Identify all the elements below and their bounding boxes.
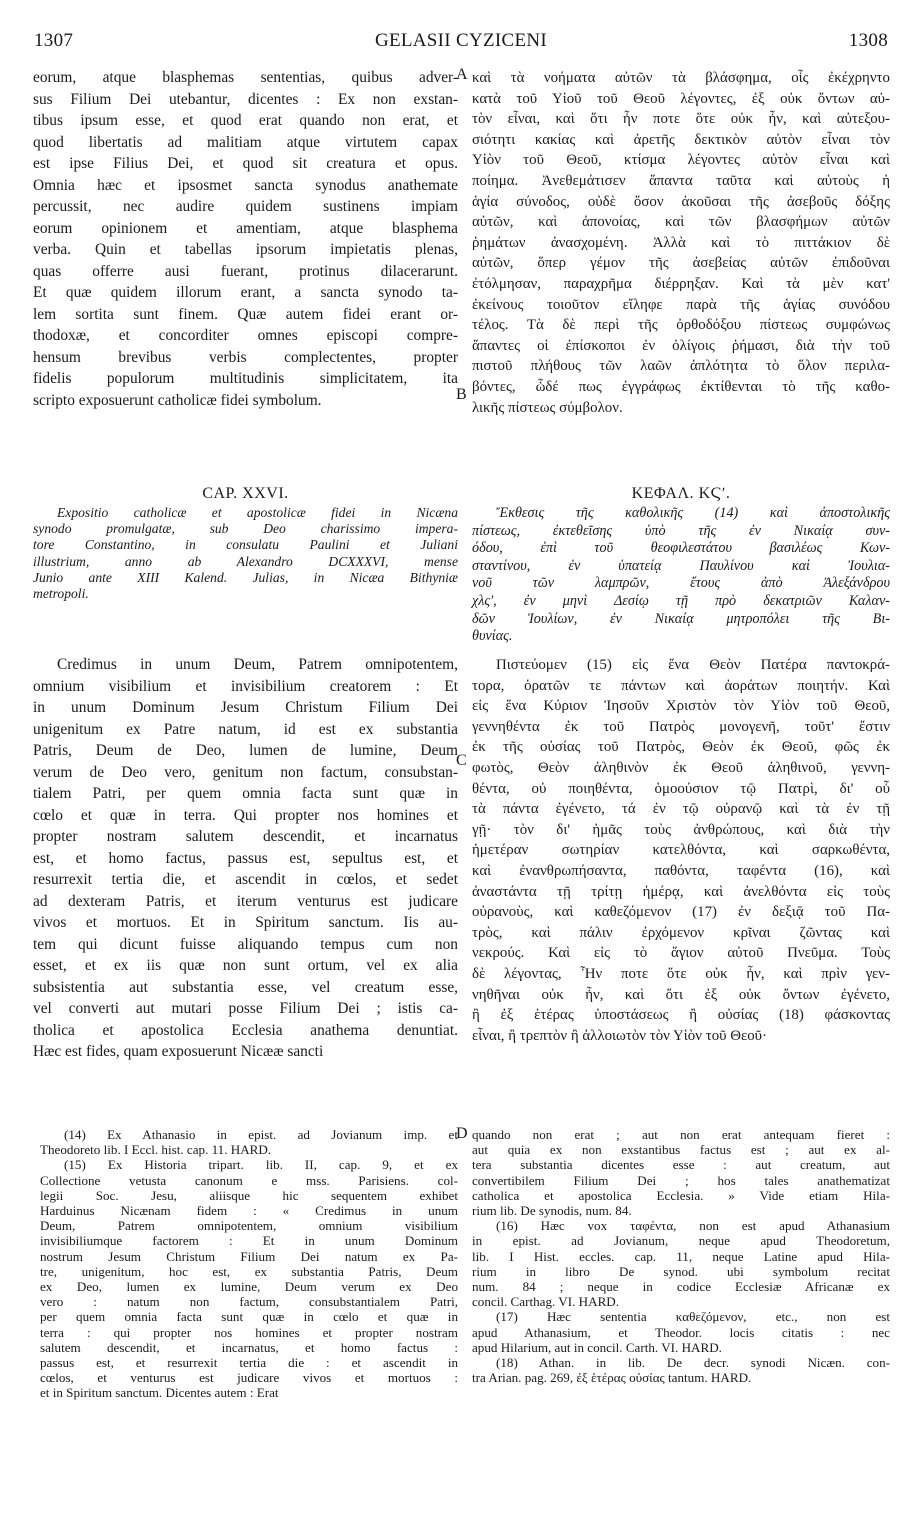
footnotes-left bbox=[40, 1127, 458, 1401]
chapter-heading-greek bbox=[472, 485, 890, 503]
text-line: σιότητι κακίας καὶ ἀρετῆς δεκτικὸν αὐτὸν εἶναι τὸν bbox=[472, 131, 890, 148]
text-line: φωτὸς, Θεὸν ἀληθινὸν ἐκ Θεοῦ ἀληθινοῦ, γεννη- bbox=[472, 759, 890, 776]
text-line: thodoxæ, et concorditer omnes episcopi compre- bbox=[33, 327, 458, 344]
text-line: fidelis populorum multitudinis simplicitatem, ita bbox=[33, 370, 458, 387]
text-line: lib. I Hist. eccles. cap. 11, neque Latine apud Hila- bbox=[472, 1248, 890, 1264]
text-line: nostrum Jesum Christum Filium Dei natum ex Pa- bbox=[40, 1248, 458, 1264]
text-line: tra Arian. pag. 269, ἐξ ἑτέρας οὐσίας tantum. HARD. bbox=[472, 1370, 752, 1386]
text-line: tore Constantino, in consulatu Paulini et Juliani bbox=[33, 537, 458, 553]
text-line: convertibilem Filium Dei ; hos tales anathematizat bbox=[472, 1172, 890, 1188]
text-line: ἐκείνους τοιοῦτον εἴληφε παρὰ τῆς ἁγίας συνόδου bbox=[472, 296, 890, 313]
marker-b: B bbox=[456, 386, 467, 403]
text-line: in epist. ad Jovianum, neque apud Theodoretum, bbox=[472, 1233, 890, 1249]
text-line: quando non erat ; aut non erat antequam fieret : bbox=[472, 1127, 890, 1142]
text-line: δὲ λέγοντας, Ἦν ποτε ὅτε οὐκ ἦν, καὶ πρὶν γεν- bbox=[472, 965, 890, 982]
text-line: όδου, ἐπὶ τοῦ θεοφιλεστάτου βασιλέως Κων- bbox=[472, 540, 890, 557]
text-line: Et quæ quidem illorum erant, a sancta synodo ta- bbox=[33, 284, 458, 301]
text-line: metropoli. bbox=[33, 586, 89, 602]
text-line: lem sortita sunt finem. Quæ autem fidei erant or- bbox=[33, 305, 458, 323]
text-line: Patris, Deum de Deo, lumen de lumine, Deum bbox=[33, 742, 458, 759]
text-line: propter nostram salutem descendit, et incarnatus bbox=[33, 828, 458, 845]
page-number-left: 1307 bbox=[34, 30, 74, 51]
text-line: verum de Deo vero, genitum non factum, consubstan- bbox=[33, 763, 458, 781]
text-line: Junio ante XIII Kalend. Julias, in Nicæa Bithyniæ bbox=[33, 569, 458, 585]
page-number-right: 1308 bbox=[848, 30, 888, 51]
text-line: cœlo et quæ in terra. Qui propter nos homines et bbox=[33, 806, 458, 824]
text-line: passus est, et resurrexit tertia die : et ascendit in bbox=[40, 1355, 458, 1371]
marker-c: C bbox=[456, 752, 467, 769]
text-line: ἅπαντες οἱ ἐπίσκοποι ἐν ὀλίγοις ῥήμασι, διὰ τὴν τοῦ bbox=[472, 337, 890, 354]
text-line: cœlos, et venturus est judicare vivos et mortuos : bbox=[40, 1370, 458, 1386]
text-line: unigenitum ex Patre natum, id est ex substantia bbox=[33, 720, 458, 738]
text-line: αὐτῶν, καὶ ἀπονοίας, καὶ τῶν βλασφήμων αὐτῶν bbox=[472, 214, 890, 231]
text-line: Hæc est fides, quam exposuerunt Nicææ sancti bbox=[33, 1043, 324, 1060]
text-line: ῥημάτων ἀνασχομένη. Ἀλλὰ καὶ τὸ πιττάκιον δὲ bbox=[472, 234, 890, 251]
text-line: est ipse Filius Dei, et quod sit creatura et opus. bbox=[33, 155, 458, 172]
text-line: Harduinus Nicænam fidem : « Credimus in unum bbox=[40, 1203, 458, 1219]
text-line: αὐτῶν, ὅπερ γέμον τῆς ἀσεβείας αὐτῶν ἐπιδοῦναι bbox=[472, 255, 890, 272]
greek-chapter-title bbox=[472, 505, 890, 646]
text-line: σταντίνου, ἐν ὑπατείᾳ Παυλίνου καὶ Ἰουλια- bbox=[472, 557, 890, 574]
text-line: χλςʹ, ἐν μηνὶ Δεσίῳ τῇ πρὸ δεκατριῶν Καλαν- bbox=[472, 592, 890, 609]
text-line: ἢ ἐξ ἑτέρας ὑποστάσεως ἢ οὐσίας (18) φάσκοντας bbox=[472, 1007, 890, 1024]
text-line: (18) Athan. in lib. De decr. synodi Nicæn. con- bbox=[496, 1355, 890, 1371]
text-line: θυνίας. bbox=[472, 628, 513, 645]
text-line: terra : qui propter nos homines et propter nostram bbox=[40, 1324, 458, 1340]
text-line: synodo promulgatæ, sub Deo charissimo impera- bbox=[33, 521, 458, 537]
text-line: γῇ· τὸν δι' ἡμᾶς τοὺς ἀνθρώπους, καὶ διὰ τὴν bbox=[472, 821, 890, 838]
text-line: ex Deo, lumen ex lumine, Deum verum ex Deo bbox=[40, 1279, 458, 1295]
text-line: tera substantia dicentes esse : aut creatum, aut bbox=[472, 1157, 890, 1173]
text-line: quod libertatis ad malitiam atque virtutem capax bbox=[33, 133, 458, 151]
text-line: τέλος. Τὰ δὲ περὶ τῆς ὀρθοδόξου πίστεως συμφώνως bbox=[472, 317, 890, 334]
text-line: τὸν εἶναι, καὶ ὅτι ἦν ποτε ὅτε οὐκ ἦν, καὶ αὐτεξου- bbox=[472, 111, 890, 128]
text-line: ἐτόλμησαν, παραχρῆμα διέρρηξαν. Καὶ τὰ μὲν κατ' bbox=[472, 275, 890, 292]
text-line: apud Athanasium, et Theodor. locis citatis : nec bbox=[472, 1324, 890, 1340]
text-line: aut quia ex non exstantibus factus est ; aut ex al- bbox=[472, 1142, 890, 1158]
text-line: vel converti aut mutari posse Filium Dei ; istis ca- bbox=[33, 1000, 458, 1017]
text-line: βόντες, ὧδέ πως ἐγγράφως ἐκτίθενται τὸ τῆς καθο- bbox=[472, 378, 890, 395]
text-line: (14) Ex Athanasio in epist. ad Jovianum imp. et bbox=[64, 1127, 458, 1142]
chapter-heading-latin-text: CAP. XXVI. bbox=[202, 485, 289, 502]
text-line: catholica et apostolica Ecclesia. » Vide etiam Hila- bbox=[472, 1187, 890, 1203]
text-line: in unum Dominum Jesum Christum Filium Dei bbox=[33, 699, 458, 716]
text-line: τρὸς, καὶ πάλιν ἐρχόμενον κρῖναι ζῶντας καὶ bbox=[472, 924, 890, 941]
running-title: GELASII CYZICENI bbox=[374, 30, 548, 51]
text-line: Ἔκθεσις τῆς καθολικῆς (14) καὶ ἀποστολικῆς bbox=[496, 505, 890, 521]
chapter-heading-latin bbox=[33, 485, 458, 503]
chapter-heading-greek-text: ΚΕΦΑΛ. ΚϚʹ. bbox=[631, 485, 731, 502]
text-line: num. 84 ; neque in codice Ecclesiæ Africanæ ex bbox=[472, 1279, 890, 1295]
text-line: εἶναι, ἢ τρεπτὸν ἢ ἀλλοιωτὸν τὸν Υἱὸν τοῦ Θεοῦ· bbox=[472, 1027, 768, 1044]
text-line: ἀναστάντα τῇ τρίτῃ ἡμέρᾳ, καὶ ἀνελθόντα εἰς τοὺς bbox=[472, 883, 890, 900]
text-line: Expositio catholicæ et apostolicæ fidei in Nicæna bbox=[57, 505, 458, 520]
text-line: verba. Quin et tabellas ipsorum impietatis plenas, bbox=[33, 241, 458, 258]
text-line: νοῦ τῶν λαμπρῶν, ἔτους ἀπὸ Ἀλεξάνδρου bbox=[472, 575, 890, 592]
text-line: τορα, ὁρατῶν τε πάντων καὶ ἀοράτων ποιητήν. Καὶ bbox=[472, 677, 890, 694]
marker-a: A bbox=[456, 66, 468, 83]
marker-d: D bbox=[456, 1125, 468, 1142]
text-line: quas offerre ausi fuerant, protinus dilacerarunt. bbox=[33, 262, 458, 280]
text-line: κατὰ τοῦ Υἱοῦ τοῦ Θεοῦ λέγοντες, ἐξ οὐκ ὄντων αὐ- bbox=[472, 90, 890, 107]
text-line: rium in libro De synod. ubi symbolum recitat bbox=[472, 1263, 890, 1279]
text-line: Credimus in unum Deum, Patrem omnipotentem, bbox=[57, 656, 458, 673]
latin-chapter-title bbox=[33, 505, 458, 602]
greek-text-top bbox=[472, 68, 890, 418]
text-line: scripto exposuerunt catholicæ fidei symbolum. bbox=[33, 391, 322, 409]
text-line: ad dexteram Patris, et iterum venturus est judicare bbox=[33, 892, 458, 910]
text-line: ποίημα. Ἀνεθεμάτισεν ἅπαντα ταῦτα καὶ αὐτοὺς ἡ bbox=[472, 172, 890, 189]
text-line: rium lib. De synodis, num. 84. bbox=[472, 1203, 632, 1219]
text-line: λικῆς πίστεως σύμβολον. bbox=[472, 399, 623, 416]
text-line: eorum opinionem et amentiam, atque blasphema bbox=[33, 219, 458, 237]
text-line: tem qui dicunt fuisse aliquando tempus cum non bbox=[33, 935, 458, 953]
text-line: (16) Hæc vox ταφέντα, non est apud Athanasium bbox=[496, 1218, 890, 1234]
latin-creed bbox=[33, 654, 458, 1063]
text-line: Collectione vetusta canonum e mss. Parisiens. col- bbox=[40, 1172, 458, 1188]
text-line: Theodoreto lib. I Eccl. hist. cap. 11. HARD. bbox=[40, 1142, 272, 1158]
greek-creed bbox=[472, 655, 890, 1046]
text-line: Omnia hæc et ipsosmet sancta synodus anathemate bbox=[33, 176, 458, 194]
text-line: legii Soc. Jesu, aliisque hic sequentem exhibet bbox=[40, 1187, 458, 1203]
text-line: subsistentia aut substantia esse, vel creatum esse, bbox=[33, 978, 458, 996]
text-line: τὰ πάντα ἐγένετο, τά ἐν τῷ οὐρανῷ καὶ τὰ ἐν τῇ bbox=[472, 801, 890, 818]
text-line: καὶ ἐνανθρωπήσαντα, παθόντα, ταφέντα (16), καὶ bbox=[472, 862, 890, 879]
text-line: Deum, Patrem omnipotentem, omnium visibilium bbox=[40, 1218, 458, 1234]
text-line: percussit, nec audire quidem sustinens impiam bbox=[33, 198, 458, 215]
text-line: vero : natum non factum, consubstantialem Patri, bbox=[40, 1294, 458, 1310]
text-line: per quem omnia facta sunt quæ in cœlo et quæ in bbox=[40, 1309, 458, 1325]
text-line: concil. Carthag. VI. HARD. bbox=[472, 1294, 620, 1310]
text-line: apud Hilarium, aut in concil. Carth. VI. HARD. bbox=[472, 1339, 722, 1355]
text-line: tholica et apostolica Ecclesia anathema denuntiat. bbox=[33, 1021, 458, 1039]
text-line: eorum, atque blasphemas sententias, quibus adver- bbox=[33, 69, 458, 86]
text-line: νεκρούς. Καὶ εἰς τὸ ἅγιον αὐτοῦ Πνεῦμα. Τοὺς bbox=[472, 945, 890, 962]
text-line: ἁγία σύνοδος, οὐδὲ ὅσον ἀκοῦσαι τῆς ἀσεβοῦς δόξης bbox=[472, 193, 890, 210]
text-line: ἡμετέραν σωτηρίαν κατελθόντα, καὶ σαρκωθέντα, bbox=[472, 842, 890, 859]
text-line: sus Filium Dei utebantur, dicentes : Ex non exstan- bbox=[33, 90, 458, 108]
text-line: invisibiliumque factorem : Et in unum Dominum bbox=[40, 1233, 458, 1249]
text-line: πίστεως, ἐκτεθεῖσης ὑπὸ τῆς ἐν Νικαίᾳ συν- bbox=[472, 522, 890, 539]
text-line: ἐκ τῆς οὐσίας τοῦ Πατρὸς, Θεὸν ἐκ Θεοῦ, φῶς ἐκ bbox=[472, 739, 890, 756]
text-line: et in Spiritum sanctum. Dicentes autem : Erat bbox=[40, 1385, 279, 1401]
text-line: πιστοῦ πλήθους τῶν λαῶν ἁπλότητα τὸ ὅλον περιλα- bbox=[472, 358, 890, 375]
text-line: οὐρανοὺς, καὶ καθεζόμενον (17) ἐν δεξιᾷ τοῦ Πα- bbox=[472, 904, 890, 921]
footnotes-right bbox=[472, 1127, 890, 1385]
text-line: Υἱὸν τοῦ Θεοῦ, κτίσμα λέγοντες αὐτὸν εἶναι καὶ bbox=[472, 152, 890, 169]
text-line: esset, et ex iis quæ non sunt ortum, vel ex alia bbox=[33, 957, 458, 974]
text-line: Πιστεύομεν (15) εἰς ἕνα Θεὸν Πατέρα παντοκρά- bbox=[496, 657, 890, 673]
text-line: resurrexit tertia die, et ascendit in cœlos, et sedet bbox=[33, 871, 458, 888]
text-line: vivos et mortuos. Et in Spiritum sanctum. Iis au- bbox=[33, 914, 458, 931]
text-line: illustrium, anno ab Alexandro DCXXXVI, mense bbox=[33, 553, 458, 569]
text-line: εἰς ἕνα Κύριον Ἰησοῦν Χριστὸν τὸν Υἱὸν τοῦ Θεοῦ, bbox=[472, 698, 890, 715]
text-line: tialem Patri, per quem omnia facta sunt quæ in bbox=[33, 785, 458, 802]
text-line: δῶν Ἰουλίων, ἐν Νικαίᾳ μητροπόλει τῆς Βι- bbox=[472, 610, 890, 627]
text-line: est, et homo factus, passus est, sepultus est, et bbox=[33, 849, 458, 867]
text-line: καὶ τὰ νοήματα αὐτῶν τὰ βλάσφημα, οἷς ἐκέχρηντο bbox=[472, 70, 890, 86]
text-line: νηθῆναι οὐκ ἦν, καὶ ὅτι ἐξ οὐκ ὄντων ἐγένετο, bbox=[472, 986, 890, 1003]
latin-text-top bbox=[33, 67, 458, 411]
text-line: tibus ipsum esse, et quod erat quando non erat, et bbox=[33, 112, 458, 129]
text-line: salutem descendit, et incarnatus, et homo factus : bbox=[40, 1339, 458, 1355]
text-line: (17) Hæc sententia καθεζόμενον, etc., non est bbox=[496, 1309, 890, 1325]
text-line: γεννηθέντα ἐκ τοῦ Πατρὸς μονογενῆ, τοῦτ' ἔστιν bbox=[472, 718, 890, 735]
text-line: tre, unigenitum, hoc est, ex substantia Patris, Deum bbox=[40, 1263, 458, 1279]
text-line: hensum brevibus verbis complectentes, propter bbox=[33, 348, 458, 366]
text-line: omnium visibilium et invisibilium creatorem : Et bbox=[33, 677, 458, 695]
text-line: (15) Ex Historia tripart. lib. II, cap. 9, et ex bbox=[64, 1157, 458, 1173]
text-line: θέντα, οὐ ποιηθέντα, ὁμοούσιον τῷ Πατρὶ, δι' οὗ bbox=[472, 780, 890, 797]
